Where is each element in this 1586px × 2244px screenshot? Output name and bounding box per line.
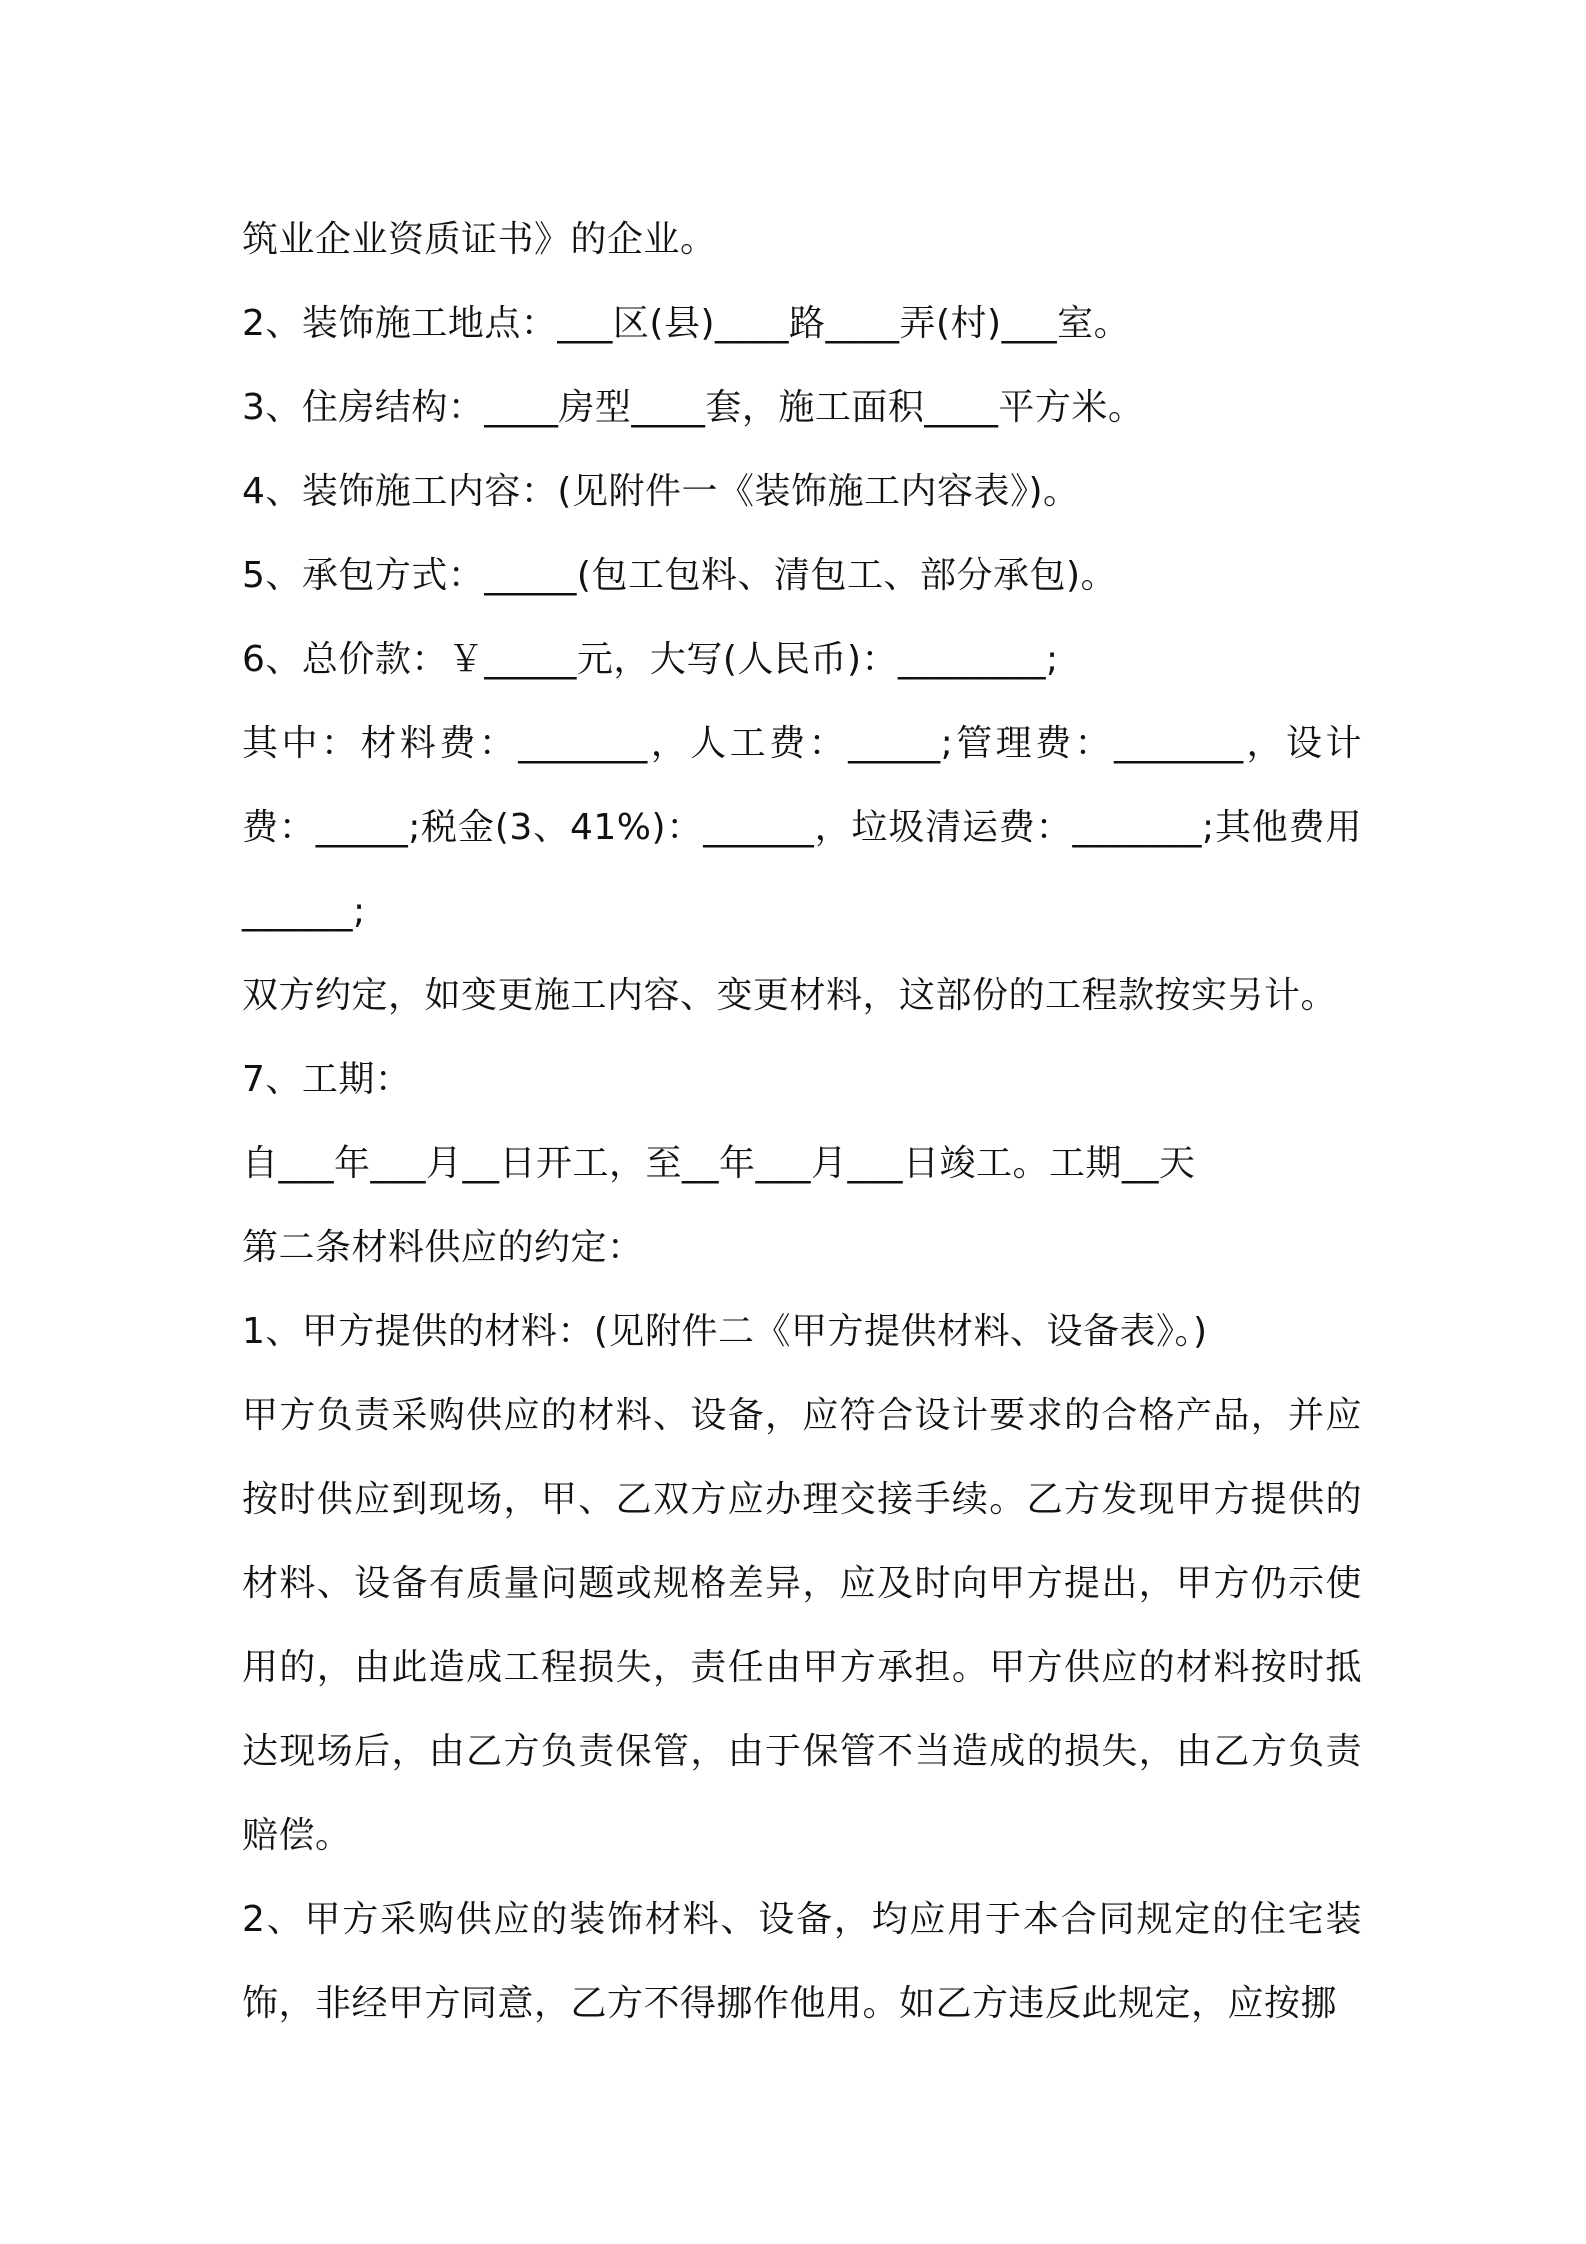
paragraph: 2、甲方采购供应的装饰材料、设备，均应用于本合同规定的住宅装饰，非经甲方同意，乙方不得挪作他用。如乙方违反此规定，应按挪: [242, 1899, 1362, 2024]
text-line: 筑业企业资质证书》的企业。: [242, 219, 717, 260]
section-heading: 第二条材料供应的约定：: [242, 1227, 644, 1268]
text-line: 6、总价款：￥_____元，大写(人民币)：________;: [242, 639, 1059, 680]
text-line: 5、承包方式：_____(包工包料、清包工、部分承包)。: [242, 555, 1117, 596]
text-line: 4、装饰施工内容：(见附件一《装饰施工内容表》)。: [242, 471, 1080, 512]
text-line: 自___年___月__日开工，至__年___月___日竣工。工期__天: [242, 1143, 1196, 1184]
document-body: [242, 198, 1362, 2046]
text-line: 3、住房结构：____房型____套，施工面积____平方米。: [242, 387, 1145, 428]
paragraph: 甲方负责采购供应的材料、设备，应符合设计要求的合格产品，并应按时供应到现场，甲、乙双方应办理交接手续。乙方发现甲方提供的材料、设备有质量问题或规格差异，应及时向甲方提出，甲方仍示使用的，由此造成工程损失，责任由甲方承担。甲方供应的材料按时抵达现场后，由乙方负责保管，由于保管不当造成的损失，由乙方负责赔偿。: [242, 1395, 1362, 1856]
text-line: 双方约定，如变更施工内容、变更材料，这部份的工程款按实另计。: [242, 975, 1338, 1016]
fees-paragraph: 其中：材料费：_______，人工费：_____;管理费：_______，设计费：_____;税金(3、41%)：______，垃圾清运费：_______;其他费用______;: [242, 723, 1362, 932]
text-line: 7、工期：: [242, 1059, 412, 1100]
text-line: 2、装饰施工地点：___区(县)____路____弄(村)___室。: [242, 303, 1131, 344]
text-line: 1、甲方提供的材料：(见附件二《甲方提供材料、设备表》。): [242, 1311, 1208, 1352]
